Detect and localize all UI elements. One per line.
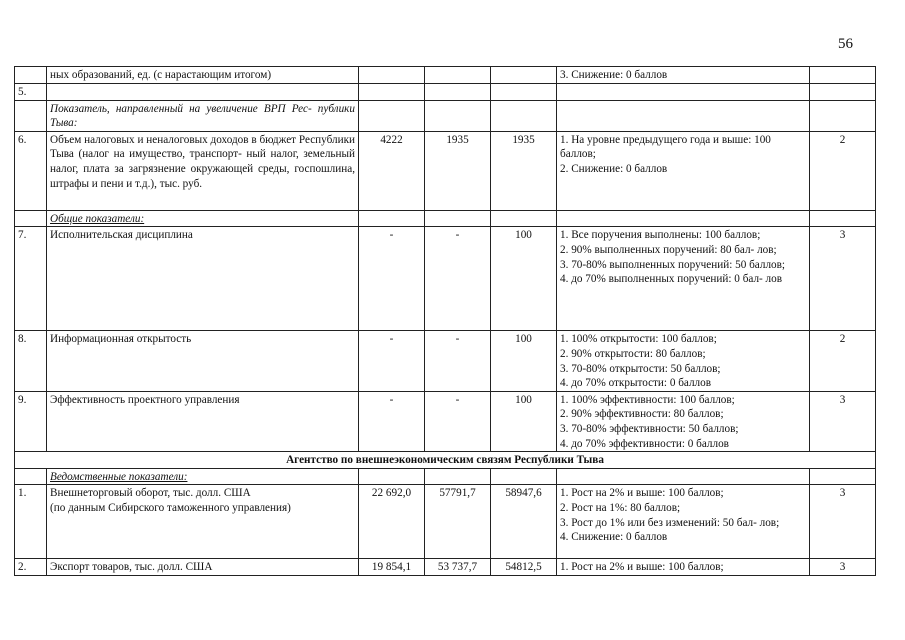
indicator-name: Эффективность проектного управления bbox=[47, 391, 359, 451]
value-cell: - bbox=[359, 227, 425, 331]
row-number bbox=[15, 67, 47, 84]
empty-cell bbox=[810, 100, 876, 131]
value-cell: - bbox=[425, 227, 491, 331]
table-row bbox=[15, 210, 876, 227]
agency-heading: Агентство по внешнеэкономическим связям Республики Тыва bbox=[15, 452, 876, 469]
row-number: 1. bbox=[15, 485, 47, 559]
empty-cell bbox=[557, 210, 810, 227]
section-subheading: Показатель, направленный на увеличение ВРП Рес- публики Тыва: bbox=[47, 100, 359, 131]
empty-cell bbox=[359, 83, 425, 100]
criteria-cell: 1. Рост на 2% и выше: 100 баллов; bbox=[557, 559, 810, 576]
empty-cell bbox=[359, 210, 425, 227]
empty-cell bbox=[425, 83, 491, 100]
empty-cell bbox=[425, 100, 491, 131]
table-row bbox=[15, 131, 876, 210]
row-number: 2. bbox=[15, 559, 47, 576]
value-cell: 57791,7 bbox=[425, 485, 491, 559]
value-cell: 1935 bbox=[425, 131, 491, 210]
score-cell: 3 bbox=[810, 227, 876, 331]
value-cell bbox=[425, 67, 491, 84]
value-cell: 100 bbox=[491, 227, 557, 331]
value-cell: 100 bbox=[491, 391, 557, 451]
criteria-cell: 1. 100% открытости: 100 баллов; 2. 90% открытости: 80 баллов; 3. 70-80% открытости: 50 баллов; 4. до 70% открытости: 0 баллов bbox=[557, 331, 810, 391]
value-cell bbox=[491, 67, 557, 84]
empty-cell bbox=[810, 83, 876, 100]
table-row bbox=[15, 83, 876, 100]
value-cell: 53 737,7 bbox=[425, 559, 491, 576]
indicators-table bbox=[14, 66, 876, 576]
row-number: 5. bbox=[15, 83, 47, 100]
table-row bbox=[15, 227, 876, 331]
empty-cell bbox=[15, 210, 47, 227]
value-cell bbox=[359, 67, 425, 84]
table-row bbox=[15, 331, 876, 391]
empty-cell bbox=[557, 468, 810, 485]
table-row bbox=[15, 468, 876, 485]
value-cell: - bbox=[359, 391, 425, 451]
empty-cell bbox=[15, 468, 47, 485]
value-cell: - bbox=[425, 391, 491, 451]
empty-cell bbox=[491, 83, 557, 100]
empty-cell bbox=[491, 210, 557, 227]
table-row bbox=[15, 452, 876, 469]
indicator-name: ных образований, ед. (с нарастающим итогом) bbox=[47, 67, 359, 84]
table-row bbox=[15, 485, 876, 559]
empty-cell bbox=[491, 468, 557, 485]
criteria-cell: 3. Снижение: 0 баллов bbox=[557, 67, 810, 84]
row-number: 7. bbox=[15, 227, 47, 331]
value-cell: 1935 bbox=[491, 131, 557, 210]
score-cell: 2 bbox=[810, 331, 876, 391]
empty-cell bbox=[557, 100, 810, 131]
table-row bbox=[15, 559, 876, 576]
empty-cell bbox=[359, 100, 425, 131]
criteria-cell: 1. Рост на 2% и выше: 100 баллов; 2. Рост на 1%: 80 баллов; 3. Рост до 1% или без изменений: 50 бал- лов; 4. Снижение: 0 баллов bbox=[557, 485, 810, 559]
value-cell: - bbox=[359, 331, 425, 391]
empty-cell bbox=[15, 100, 47, 131]
value-cell: 100 bbox=[491, 331, 557, 391]
section-subheading: Общие показатели: bbox=[47, 210, 359, 227]
table-row bbox=[15, 391, 876, 451]
criteria-cell: 1. На уровне предыдущего года и выше: 100 баллов; 2. Снижение: 0 баллов bbox=[557, 131, 810, 210]
table-row bbox=[15, 100, 876, 131]
page-number: 56 bbox=[838, 36, 853, 52]
value-cell: 54812,5 bbox=[491, 559, 557, 576]
empty-cell bbox=[810, 468, 876, 485]
score-cell: 3 bbox=[810, 485, 876, 559]
empty-cell bbox=[359, 468, 425, 485]
empty-cell bbox=[47, 83, 359, 100]
empty-cell bbox=[425, 210, 491, 227]
value-cell: 4222 bbox=[359, 131, 425, 210]
indicator-name: Экспорт товаров, тыс. долл. США bbox=[47, 559, 359, 576]
indicator-name: Информационная открытость bbox=[47, 331, 359, 391]
row-number: 9. bbox=[15, 391, 47, 451]
criteria-cell: 1. 100% эффективности: 100 баллов; 2. 90% эффективности: 80 баллов; 3. 70-80% эффективности: 50 баллов; 4. до 70% эффективности: 0 баллов bbox=[557, 391, 810, 451]
value-cell: - bbox=[425, 331, 491, 391]
empty-cell bbox=[557, 83, 810, 100]
section-subheading: Ведомственные показатели: bbox=[47, 468, 359, 485]
criteria-cell: 1. Все поручения выполнены: 100 баллов; 2. 90% выполненных поручений: 80 бал- лов; 3. 70-80% выполненных поручений: 50 баллов; 4. до 70% выполненных поручений: 0 бал- лов bbox=[557, 227, 810, 331]
row-number: 6. bbox=[15, 131, 47, 210]
empty-cell bbox=[425, 468, 491, 485]
table-row bbox=[15, 67, 876, 84]
row-number: 8. bbox=[15, 331, 47, 391]
empty-cell bbox=[491, 100, 557, 131]
score-cell bbox=[810, 67, 876, 84]
value-cell: 22 692,0 bbox=[359, 485, 425, 559]
empty-cell bbox=[810, 210, 876, 227]
value-cell: 58947,6 bbox=[491, 485, 557, 559]
score-cell: 2 bbox=[810, 131, 876, 210]
indicator-name: Исполнительская дисциплина bbox=[47, 227, 359, 331]
score-cell: 3 bbox=[810, 391, 876, 451]
indicator-name: Внешнеторговый оборот, тыс. долл. США (по данным Сибирского таможенного управления) bbox=[47, 485, 359, 559]
value-cell: 19 854,1 bbox=[359, 559, 425, 576]
score-cell: 3 bbox=[810, 559, 876, 576]
indicator-name: Объем налоговых и неналоговых доходов в бюджет Республики Тыва (налог на имущество, транспорт- ный налог, земельный налог, плата за загрязнение окружающей среды, госпошлина, штрафы и пени и т.д.), тыс. руб. bbox=[47, 131, 359, 210]
